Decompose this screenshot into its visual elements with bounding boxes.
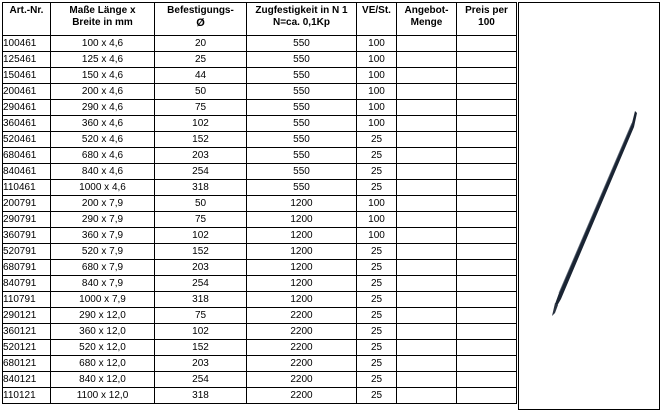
masse-cell: 520 x 7,9: [51, 244, 155, 260]
masse-cell: 360 x 7,9: [51, 228, 155, 244]
masse-cell: 100 x 4,6: [51, 36, 155, 52]
masse-cell: 1000 x 7,9: [51, 292, 155, 308]
header-angebot: [397, 3, 457, 36]
art-nr-cell: 840461: [3, 164, 51, 180]
masse-cell: 1000 x 4,6: [51, 180, 155, 196]
angebot-menge-cell: [397, 36, 457, 52]
zugfestigkeit-cell: 1200: [247, 212, 357, 228]
art-nr-cell: 520461: [3, 132, 51, 148]
table-row: [3, 340, 517, 356]
header-ve-label: VE/St.: [362, 5, 391, 16]
angebot-menge-cell: [397, 180, 457, 196]
art-nr-cell: 150461: [3, 68, 51, 84]
masse-cell: 680 x 7,9: [51, 260, 155, 276]
masse-cell: 840 x 7,9: [51, 276, 155, 292]
header-zugfestigkeit-line1: Zugfestigkeit in N 1: [255, 5, 348, 16]
masse-cell: 680 x 4,6: [51, 148, 155, 164]
table-row: [3, 356, 517, 372]
befestigung-cell: 102: [155, 324, 247, 340]
befestigung-cell: 254: [155, 164, 247, 180]
zugfestigkeit-cell: 2200: [247, 340, 357, 356]
preis-cell: [457, 340, 517, 356]
befestigung-cell: 75: [155, 308, 247, 324]
angebot-menge-cell: [397, 212, 457, 228]
header-masse: [51, 3, 155, 36]
angebot-menge-cell: [397, 100, 457, 116]
masse-cell: 200 x 7,9: [51, 196, 155, 212]
preis-cell: [457, 308, 517, 324]
header-ve: [357, 3, 397, 36]
preis-cell: [457, 68, 517, 84]
table-row: [3, 84, 517, 100]
ve-cell: 25: [357, 132, 397, 148]
preis-cell: [457, 212, 517, 228]
art-nr-cell: 680791: [3, 260, 51, 276]
befestigung-cell: 152: [155, 244, 247, 260]
ve-cell: 25: [357, 292, 397, 308]
masse-cell: 125 x 4,6: [51, 52, 155, 68]
preis-cell: [457, 244, 517, 260]
table-row: [3, 148, 517, 164]
art-nr-cell: 680461: [3, 148, 51, 164]
zugfestigkeit-cell: 550: [247, 180, 357, 196]
befestigung-cell: 203: [155, 260, 247, 276]
header-befestigung-line1: Befestigungs-: [167, 5, 234, 16]
zugfestigkeit-cell: 1200: [247, 292, 357, 308]
preis-cell: [457, 52, 517, 68]
table-row: [3, 372, 517, 388]
table-row: [3, 212, 517, 228]
ve-cell: 25: [357, 308, 397, 324]
header-row: [3, 3, 517, 36]
angebot-menge-cell: [397, 164, 457, 180]
preis-cell: [457, 260, 517, 276]
preis-cell: [457, 132, 517, 148]
ve-cell: 25: [357, 276, 397, 292]
table-row: [3, 292, 517, 308]
masse-cell: 290 x 7,9: [51, 212, 155, 228]
angebot-menge-cell: [397, 356, 457, 372]
zugfestigkeit-cell: 550: [247, 148, 357, 164]
art-nr-cell: 520121: [3, 340, 51, 356]
zugfestigkeit-cell: 1200: [247, 228, 357, 244]
ve-cell: 25: [357, 244, 397, 260]
table-row: [3, 132, 517, 148]
befestigung-cell: 102: [155, 116, 247, 132]
masse-cell: 840 x 12,0: [51, 372, 155, 388]
ve-cell: 25: [357, 180, 397, 196]
art-nr-cell: 680121: [3, 356, 51, 372]
art-nr-cell: 840791: [3, 276, 51, 292]
angebot-menge-cell: [397, 388, 457, 404]
header-angebot-line2: Menge: [410, 17, 443, 28]
angebot-menge-cell: [397, 324, 457, 340]
art-nr-cell: 100461: [3, 36, 51, 52]
header-art-nr-label: Art.-Nr.: [9, 5, 44, 16]
preis-cell: [457, 100, 517, 116]
masse-cell: 520 x 12,0: [51, 340, 155, 356]
zugfestigkeit-cell: 2200: [247, 388, 357, 404]
masse-cell: 290 x 12,0: [51, 308, 155, 324]
ve-cell: 25: [357, 324, 397, 340]
befestigung-cell: 25: [155, 52, 247, 68]
table-row: [3, 116, 517, 132]
header-preis-line2: 100: [478, 17, 495, 28]
befestigung-cell: 20: [155, 36, 247, 52]
diameter-symbol: Ø: [196, 17, 205, 29]
zugfestigkeit-cell: 550: [247, 164, 357, 180]
table-row: [3, 228, 517, 244]
zugfestigkeit-cell: 2200: [247, 308, 357, 324]
preis-cell: [457, 180, 517, 196]
angebot-menge-cell: [397, 308, 457, 324]
befestigung-cell: 152: [155, 132, 247, 148]
header-zugfestigkeit-line2: N=ca. 0,1Kp: [273, 17, 330, 28]
header-masse-line2: Breite in mm: [72, 17, 133, 28]
befestigung-cell: 318: [155, 292, 247, 308]
angebot-menge-cell: [397, 196, 457, 212]
header-masse-line1: Maße Länge x: [69, 5, 136, 16]
zugfestigkeit-cell: 550: [247, 132, 357, 148]
ve-cell: 100: [357, 212, 397, 228]
preis-cell: [457, 148, 517, 164]
ve-cell: 25: [357, 260, 397, 276]
ve-cell: 100: [357, 36, 397, 52]
ve-cell: 100: [357, 68, 397, 84]
masse-cell: 360 x 4,6: [51, 116, 155, 132]
ve-cell: 100: [357, 100, 397, 116]
befestigung-cell: 44: [155, 68, 247, 84]
ve-cell: 25: [357, 388, 397, 404]
art-nr-cell: 110461: [3, 180, 51, 196]
ve-cell: 25: [357, 164, 397, 180]
header-art-nr: [3, 3, 51, 36]
art-nr-cell: 290791: [3, 212, 51, 228]
table-row: [3, 260, 517, 276]
zugfestigkeit-cell: 1200: [247, 260, 357, 276]
zugfestigkeit-cell: 1200: [247, 196, 357, 212]
angebot-menge-cell: [397, 68, 457, 84]
angebot-menge-cell: [397, 244, 457, 260]
zugfestigkeit-cell: 2200: [247, 324, 357, 340]
masse-cell: 290 x 4,6: [51, 100, 155, 116]
masse-cell: 680 x 12,0: [51, 356, 155, 372]
table-row: [3, 308, 517, 324]
ve-cell: 25: [357, 148, 397, 164]
preis-cell: [457, 84, 517, 100]
befestigung-cell: 203: [155, 148, 247, 164]
art-nr-cell: 290461: [3, 100, 51, 116]
zugfestigkeit-cell: 550: [247, 84, 357, 100]
befestigung-cell: 152: [155, 340, 247, 356]
zugfestigkeit-cell: 550: [247, 36, 357, 52]
table-row: [3, 180, 517, 196]
header-preis: [457, 3, 517, 36]
table-row: [3, 276, 517, 292]
art-nr-cell: 840121: [3, 372, 51, 388]
zugfestigkeit-cell: 2200: [247, 356, 357, 372]
art-nr-cell: 520791: [3, 244, 51, 260]
zugfestigkeit-cell: 550: [247, 52, 357, 68]
preis-cell: [457, 116, 517, 132]
table-row: [3, 196, 517, 212]
art-nr-cell: 200791: [3, 196, 51, 212]
preis-cell: [457, 356, 517, 372]
angebot-menge-cell: [397, 228, 457, 244]
table-row: [3, 244, 517, 260]
art-nr-cell: 110791: [3, 292, 51, 308]
product-table: [2, 2, 517, 404]
angebot-menge-cell: [397, 84, 457, 100]
preis-cell: [457, 164, 517, 180]
preis-cell: [457, 372, 517, 388]
zugfestigkeit-cell: 550: [247, 100, 357, 116]
befestigung-cell: 254: [155, 372, 247, 388]
preis-cell: [457, 324, 517, 340]
ve-cell: 100: [357, 116, 397, 132]
ve-cell: 100: [357, 228, 397, 244]
preis-cell: [457, 36, 517, 52]
ve-cell: 100: [357, 196, 397, 212]
befestigung-cell: 75: [155, 212, 247, 228]
table-row: [3, 324, 517, 340]
masse-cell: 360 x 12,0: [51, 324, 155, 340]
art-nr-cell: 360791: [3, 228, 51, 244]
angebot-menge-cell: [397, 148, 457, 164]
ve-cell: 25: [357, 356, 397, 372]
preis-cell: [457, 196, 517, 212]
product-image-cell: [518, 2, 660, 410]
table-row: [3, 164, 517, 180]
header-zugfestigkeit: [247, 3, 357, 36]
befestigung-cell: 203: [155, 356, 247, 372]
zugfestigkeit-cell: 550: [247, 68, 357, 84]
table-row: [3, 388, 517, 404]
zugfestigkeit-cell: 1200: [247, 276, 357, 292]
befestigung-cell: 75: [155, 100, 247, 116]
angebot-menge-cell: [397, 260, 457, 276]
header-preis-line1: Preis per: [465, 5, 508, 16]
angebot-menge-cell: [397, 372, 457, 388]
angebot-menge-cell: [397, 292, 457, 308]
angebot-menge-cell: [397, 276, 457, 292]
angebot-menge-cell: [397, 52, 457, 68]
angebot-menge-cell: [397, 116, 457, 132]
cable-tie-icon: [519, 3, 659, 409]
befestigung-cell: 102: [155, 228, 247, 244]
table-row: [3, 36, 517, 52]
art-nr-cell: 125461: [3, 52, 51, 68]
ve-cell: 100: [357, 84, 397, 100]
header-angebot-line1: Angebot-: [404, 5, 449, 16]
header-befestigung: [155, 3, 247, 36]
preis-cell: [457, 276, 517, 292]
ve-cell: 25: [357, 372, 397, 388]
preis-cell: [457, 292, 517, 308]
befestigung-cell: 50: [155, 196, 247, 212]
art-nr-cell: 290121: [3, 308, 51, 324]
masse-cell: 1100 x 12,0: [51, 388, 155, 404]
table-row: [3, 52, 517, 68]
masse-cell: 840 x 4,6: [51, 164, 155, 180]
table-body: [3, 36, 517, 404]
zugfestigkeit-cell: 1200: [247, 244, 357, 260]
preis-cell: [457, 388, 517, 404]
masse-cell: 200 x 4,6: [51, 84, 155, 100]
befestigung-cell: 318: [155, 180, 247, 196]
zugfestigkeit-cell: 2200: [247, 372, 357, 388]
art-nr-cell: 110121: [3, 388, 51, 404]
art-nr-cell: 360461: [3, 116, 51, 132]
befestigung-cell: 318: [155, 388, 247, 404]
masse-cell: 520 x 4,6: [51, 132, 155, 148]
art-nr-cell: 360121: [3, 324, 51, 340]
befestigung-cell: 254: [155, 276, 247, 292]
angebot-menge-cell: [397, 340, 457, 356]
zugfestigkeit-cell: 550: [247, 116, 357, 132]
art-nr-cell: 200461: [3, 84, 51, 100]
masse-cell: 150 x 4,6: [51, 68, 155, 84]
ve-cell: 100: [357, 52, 397, 68]
ve-cell: 25: [357, 340, 397, 356]
angebot-menge-cell: [397, 132, 457, 148]
table-row: [3, 100, 517, 116]
preis-cell: [457, 228, 517, 244]
befestigung-cell: 50: [155, 84, 247, 100]
table-row: [3, 68, 517, 84]
